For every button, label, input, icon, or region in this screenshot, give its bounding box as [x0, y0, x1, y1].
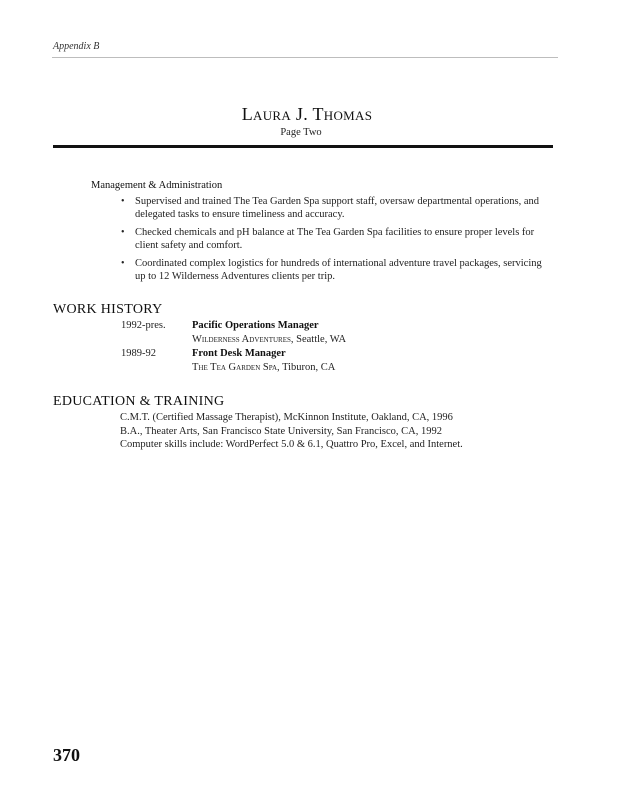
education-list [120, 411, 560, 452]
education-line: B.A., Theater Arts, San Francisco State University, San Francisco, CA, 1992 [120, 425, 442, 437]
bullet-icon: • [121, 258, 125, 269]
job-dates: 1989-92 [121, 348, 156, 359]
job-organization: The Tea Garden Spa [192, 362, 278, 373]
appendix-label: Appendix B [53, 41, 100, 52]
work-history-title: WORK HISTORY [53, 302, 163, 317]
page-subtitle: Page Two [280, 127, 322, 138]
bullet-text: Supervised and trained The Tea Garden Spa support staff, oversaw departmental operations, and delegated tasks to ensure timeliness and accuracy. [135, 196, 539, 220]
job-location: , Tiburon, CA [277, 362, 336, 373]
list-item [121, 226, 551, 252]
list-item [121, 195, 551, 221]
bullet-text: Coordinated complex logistics for hundreds of international adventure travel packages, servicing up to 12 Wilderness Adventures clients per trip. [135, 258, 542, 282]
job-company [192, 362, 335, 373]
list-item [121, 257, 551, 283]
resume-name: Laura J. Thomas [241, 104, 373, 124]
job-dates: 1992-pres. [121, 320, 166, 331]
education-title: EDUCATION & TRAINING [53, 394, 225, 409]
job-role: Pacific Operations Manager [192, 320, 319, 331]
job-company [192, 334, 346, 345]
education-line: C.M.T. (Certified Massage Therapist), McKinnon Institute, Oakland, CA, 1996 [120, 412, 453, 423]
bullet-icon: • [121, 196, 125, 207]
education-line: Computer skills include: WordPerfect 5.0 & 6.1, Quattro Pro, Excel, and Internet. [120, 439, 463, 450]
bullet-text: Checked chemicals and pH balance at The Tea Garden Spa facilities to ensure proper levels for client safety and comfort. [135, 227, 535, 251]
bullet-icon: • [121, 227, 125, 238]
job-location: , Seattle, WA [290, 334, 347, 345]
header-divider [52, 57, 558, 58]
management-heading: Management & Administration [91, 180, 223, 191]
name-divider [53, 145, 553, 148]
management-bullet-list [121, 195, 551, 288]
page-number: 370 [53, 745, 80, 765]
job-organization: Wilderness Adventures [192, 334, 291, 345]
job-role: Front Desk Manager [192, 348, 286, 359]
